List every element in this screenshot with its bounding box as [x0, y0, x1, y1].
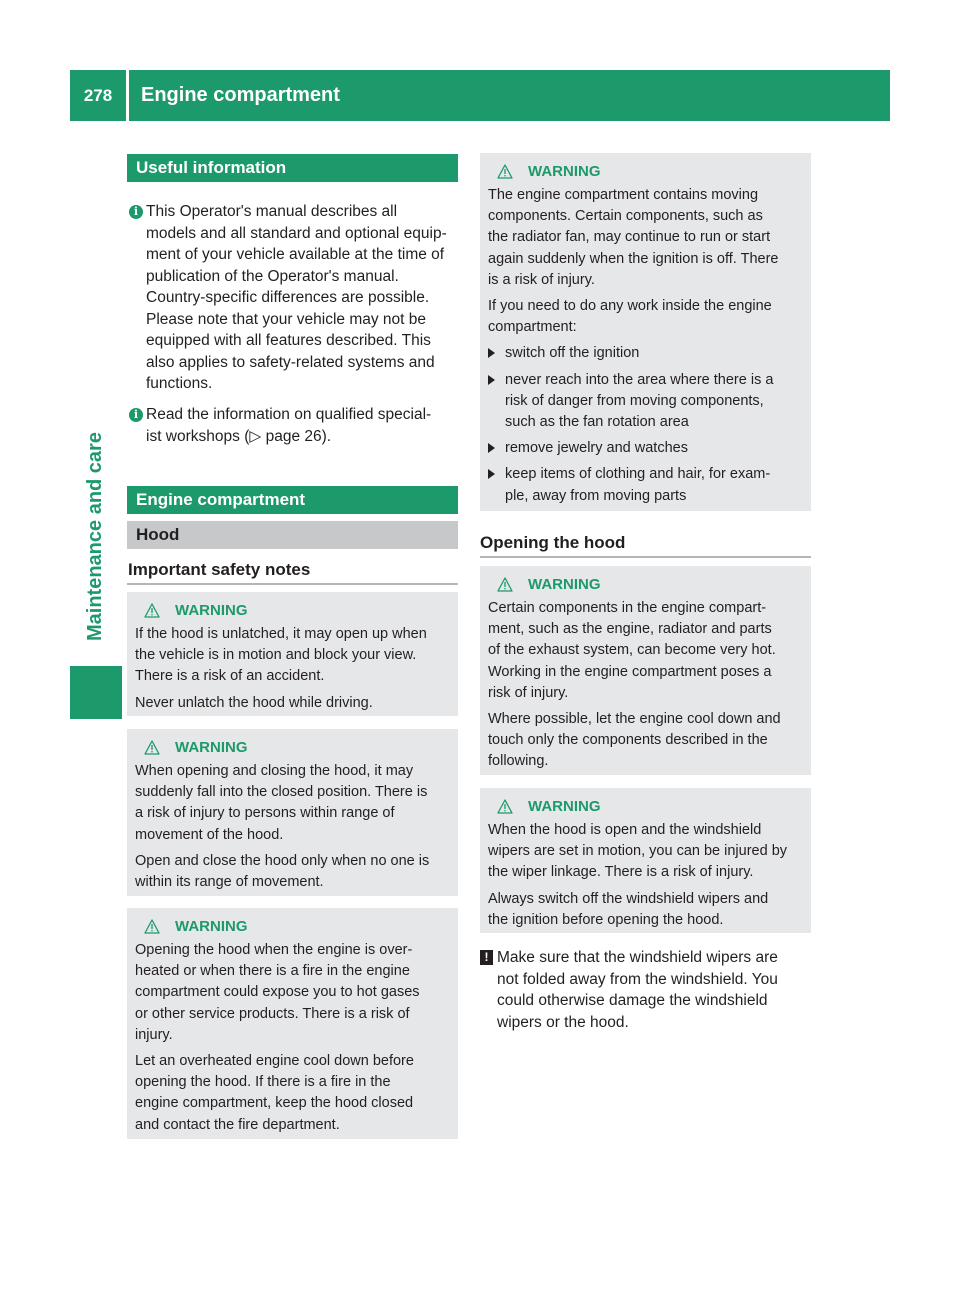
- text-line: Country-specific differences are possible.: [146, 289, 430, 306]
- text-line: or other service products. There is a risk of: [135, 1005, 410, 1022]
- text-line: could otherwise damage the windshield: [497, 992, 768, 1009]
- text-line: Open and close the hood only when no one is: [135, 852, 430, 869]
- bullet-arrow-icon: [488, 469, 495, 479]
- text-line: risk of injury.: [488, 684, 569, 701]
- page-title: Engine compartment: [141, 84, 340, 106]
- exclamation-icon: !: [480, 950, 493, 965]
- warning-label: WARNING: [175, 601, 248, 619]
- warning-paragraph: [488, 889, 803, 931]
- text-line: and contact the fire department.: [135, 1116, 340, 1133]
- warning-box: [480, 153, 811, 511]
- section-rule: [127, 583, 458, 585]
- text-line: Let an overheated engine cool down before: [135, 1053, 414, 1070]
- text-line: is a risk of injury.: [488, 271, 595, 288]
- warning-paragraph: [135, 1051, 450, 1136]
- text-line: within its range of movement.: [135, 874, 324, 891]
- bullet-arrow-icon: [488, 348, 495, 358]
- text-line: Opening the hood when the engine is over-: [135, 942, 413, 958]
- text-line: components. Certain components, such as: [488, 208, 763, 225]
- warning-box: [480, 788, 811, 933]
- text-line: compartment could expose you to hot gases: [135, 984, 420, 1001]
- text-line: models and all standard and optional equip-: [146, 224, 447, 242]
- text-line: There is a risk of an accident.: [135, 668, 325, 685]
- text-line: engine compartment, keep the hood closed: [135, 1095, 414, 1112]
- list-item: [488, 438, 803, 459]
- text-line: following.: [488, 753, 549, 770]
- section-rule: [480, 556, 811, 558]
- text-line: opening the hood. If there is a fire in the: [135, 1074, 391, 1091]
- warning-triangle-icon: [497, 799, 513, 814]
- text-line: such as the fan rotation area: [505, 414, 689, 431]
- text-line: never reach into the area where there is a: [505, 371, 774, 388]
- text-line: wipers or the hood.: [497, 1013, 629, 1031]
- warning-label: WARNING: [175, 738, 248, 756]
- text-line: publication of the Operator's manual.: [146, 267, 399, 285]
- text-line: keep items of clothing and hair, for exam-: [505, 466, 771, 483]
- text-line: functions.: [146, 375, 213, 392]
- warning-heading: [135, 916, 450, 937]
- bullet-arrow-icon: [488, 375, 495, 385]
- warning-box: [480, 566, 811, 775]
- text-line: the wiper linkage. There is a risk of injury.: [488, 864, 754, 881]
- text-line: ple, away from moving parts: [505, 487, 687, 504]
- warning-triangle-icon: [497, 164, 513, 179]
- warning-paragraph: [135, 761, 450, 846]
- text-line: touch only the components described in the: [488, 732, 768, 749]
- caution-note: [480, 947, 815, 1033]
- warning-heading: [488, 574, 803, 595]
- list-item: [488, 464, 803, 506]
- warning-heading: [135, 600, 450, 621]
- text-line: Make sure that the windshield wipers are: [497, 949, 778, 966]
- text-line: Where possible, let the engine cool down and: [488, 711, 781, 728]
- list-item: [488, 343, 803, 364]
- safety-notes-heading: Important safety notes: [128, 560, 311, 579]
- text-line: Read the information on qualified special-: [146, 406, 432, 423]
- text-line: If the hood is unlatched, it may open up when: [135, 626, 427, 642]
- caution-text: [480, 947, 815, 1033]
- warning-paragraph: [488, 709, 803, 773]
- warning-box: [127, 729, 458, 896]
- page-number: 278: [83, 85, 113, 105]
- warning-paragraph: [135, 624, 450, 688]
- text-line: movement of the hood.: [135, 826, 284, 843]
- warning-paragraph: [488, 296, 803, 338]
- text-line: the ignition before opening the hood.: [488, 911, 724, 928]
- warning-triangle-icon: [144, 919, 160, 934]
- side-tab-label: Maintenance and care: [84, 432, 106, 641]
- text-line: not folded away from the windshield. You: [497, 970, 778, 988]
- info-note-1: [129, 201, 464, 395]
- info-icon: i: [129, 205, 143, 219]
- text-line: remove jewelry and watches: [505, 440, 688, 457]
- text-line: risk of danger from moving components,: [505, 392, 764, 409]
- list-item: [488, 370, 803, 434]
- text-line: If you need to do any work inside the engine: [488, 298, 772, 315]
- warning-label: WARNING: [528, 575, 601, 593]
- text-line: wipers are set in motion, you can be injured by: [488, 843, 788, 860]
- info-note-1-text: [129, 201, 464, 395]
- warning-bullet-list: [488, 343, 803, 506]
- warning-triangle-icon: [144, 740, 160, 755]
- text-line: injury.: [135, 1026, 173, 1043]
- text-line: Always switch off the windshield wipers and: [488, 890, 769, 907]
- text-line: the radiator fan, may continue to run or start: [488, 229, 771, 246]
- text-line: of the exhaust system, can become very hot.: [488, 642, 776, 659]
- warning-heading: [488, 161, 803, 182]
- text-line: Working in the engine compartment poses a: [488, 663, 772, 680]
- warning-paragraph: [488, 185, 803, 291]
- text-line: Never unlatch the hood while driving.: [135, 694, 373, 711]
- side-tab-marker: [70, 666, 122, 719]
- text-line: ment of your vehicle available at the time of: [146, 246, 445, 263]
- text-line: ment, such as the engine, radiator and parts: [488, 621, 772, 638]
- warning-label: WARNING: [528, 162, 601, 180]
- text-line: compartment:: [488, 319, 577, 336]
- warning-paragraph: [488, 820, 803, 884]
- warning-triangle-icon: [497, 577, 513, 592]
- text-line: also applies to safety-related systems and: [146, 353, 435, 371]
- warning-heading: [488, 796, 803, 817]
- text-line: When opening and closing the hood, it may: [135, 763, 414, 779]
- warning-box: [127, 592, 458, 716]
- text-line: This Operator's manual describes all: [146, 203, 398, 220]
- header-divider: [126, 70, 129, 121]
- useful-information-heading: Useful information: [127, 154, 458, 182]
- text-line: ist workshops (▷ page 26).: [146, 427, 332, 445]
- warning-paragraph: [488, 598, 803, 704]
- warning-paragraph: [135, 693, 450, 714]
- warning-box: [127, 908, 458, 1139]
- opening-hood-heading: Opening the hood: [480, 533, 626, 552]
- info-note-2: [129, 404, 464, 447]
- text-line: suddenly fall into the closed position. There is: [135, 784, 428, 801]
- text-line: When the hood is open and the windshield: [488, 822, 762, 838]
- warning-label: WARNING: [528, 797, 601, 815]
- text-line: equipped with all features described. This: [146, 332, 431, 349]
- engine-compartment-heading: Engine compartment: [127, 486, 458, 514]
- warning-heading: [135, 737, 450, 758]
- info-note-2-text: [129, 404, 464, 447]
- bullet-arrow-icon: [488, 443, 495, 453]
- text-line: Please note that your vehicle may not be: [146, 310, 427, 328]
- text-line: a risk of injury to persons within range of: [135, 805, 395, 822]
- text-line: again suddenly when the ignition is off. There: [488, 250, 779, 267]
- warning-triangle-icon: [144, 603, 160, 618]
- warning-paragraph: [135, 851, 450, 893]
- text-line: the vehicle is in motion and block your view.: [135, 647, 417, 664]
- text-line: The engine compartment contains moving: [488, 187, 759, 203]
- text-line: switch off the ignition: [505, 345, 640, 362]
- text-line: heated or when there is a fire in the engine: [135, 963, 410, 980]
- hood-heading: Hood: [127, 521, 458, 549]
- warning-paragraph: [135, 940, 450, 1046]
- text-line: Certain components in the engine compart-: [488, 600, 767, 616]
- warning-label: WARNING: [175, 917, 248, 935]
- info-icon: i: [129, 408, 143, 422]
